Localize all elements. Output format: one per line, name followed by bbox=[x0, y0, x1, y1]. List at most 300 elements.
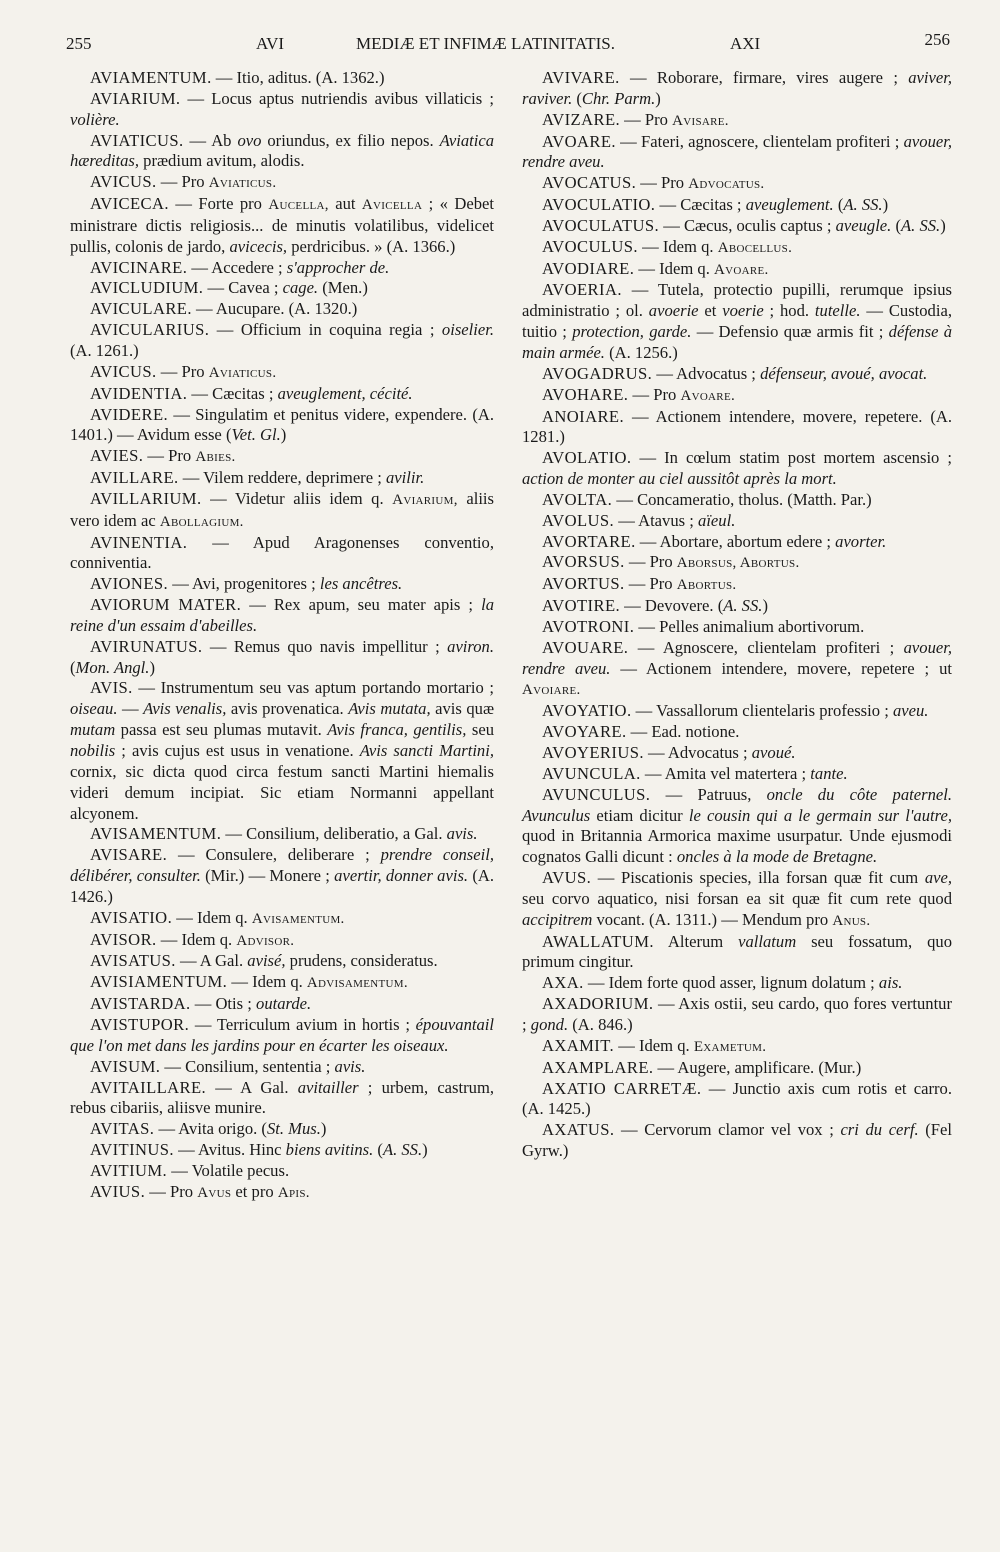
dictionary-entry bbox=[70, 68, 494, 89]
dictionary-entry bbox=[522, 596, 952, 617]
dictionary-entry bbox=[70, 446, 494, 468]
entry-text: — In cœlum statim post mortem ascensio ; bbox=[631, 448, 952, 468]
dictionary-entry bbox=[70, 824, 494, 845]
entry-text: — Idem q. bbox=[614, 1035, 694, 1055]
entry-headword: AVISATUS. bbox=[90, 951, 176, 971]
dictionary-entry bbox=[522, 216, 952, 237]
entry-text: A. SS. bbox=[843, 195, 883, 215]
dictionary-entry bbox=[522, 552, 952, 574]
dictionary-entry bbox=[70, 845, 494, 908]
entry-headword: AVISTARDA. bbox=[90, 994, 191, 1014]
entry-text: — Cæcus, oculis captus ; bbox=[659, 215, 836, 235]
dictionary-entry bbox=[70, 320, 494, 362]
entry-text: oriundus, ex filio nepos. bbox=[261, 130, 440, 150]
entry-headword: AVOTIRE. bbox=[542, 596, 621, 616]
entry-text: aveuglement, cécité. bbox=[277, 383, 413, 403]
entry-text: — Axis ostii, seu cardo, quo fores vertuntur ; bbox=[522, 994, 952, 1034]
entry-text: avicecis, bbox=[229, 236, 288, 256]
entry-headword: AVOCULUS. bbox=[542, 236, 638, 256]
entry-text: (A. 846.) bbox=[568, 1014, 633, 1034]
entry-headword: AVORSUS. bbox=[542, 552, 625, 572]
entry-text: aïeul. bbox=[698, 510, 736, 530]
entry-text: — Cæcitas ; bbox=[187, 383, 278, 403]
entry-text: — Ead. notione. bbox=[626, 722, 740, 742]
entry-text: — Terriculum avium in hortis ; bbox=[189, 1014, 416, 1034]
dictionary-entry bbox=[70, 278, 494, 299]
entry-text: — Idem q. bbox=[227, 972, 307, 992]
dictionary-entry bbox=[70, 595, 494, 637]
entry-text: — Volatile pecus. bbox=[167, 1160, 290, 1180]
entry-headword: AXAMPLARE. bbox=[542, 1057, 654, 1077]
entry-text: vallatum bbox=[738, 931, 797, 951]
entry-text: ( bbox=[833, 195, 844, 215]
entry-text: gond. bbox=[530, 1014, 569, 1034]
dictionary-entry bbox=[522, 868, 952, 932]
entry-text: — Avita origo. ( bbox=[154, 1119, 267, 1139]
entry-text: — Cæcitas ; bbox=[655, 195, 746, 215]
entry-text: — Itio, aditus. (A. 1362.) bbox=[211, 68, 385, 87]
dictionary-entry bbox=[522, 973, 952, 994]
entry-headword: AVOLTA. bbox=[542, 489, 613, 509]
entry-text: protection, garde. bbox=[572, 322, 692, 342]
entry-text: aveuglement. bbox=[745, 195, 834, 215]
entry-text: avouer, rendre aveu. bbox=[522, 131, 952, 172]
entry-text: — Pro bbox=[156, 361, 209, 381]
entry-text: ( bbox=[572, 88, 582, 108]
entry-text: — Fateri, agnoscere, clientelam profiteri ; bbox=[615, 131, 904, 151]
entry-text: Avoiare. bbox=[522, 682, 581, 699]
entry-headword: AVICUS. bbox=[90, 172, 157, 192]
dictionary-entry bbox=[70, 533, 494, 575]
dictionary-entry bbox=[70, 951, 494, 972]
entry-headword: AVITIUM. bbox=[90, 1160, 168, 1180]
entry-text: épouvantail que l'on met dans les jardins pour en écarter les oiseaux. bbox=[70, 1014, 494, 1055]
entry-text: ) bbox=[655, 88, 661, 108]
entry-text: — Avitus. Hinc bbox=[173, 1140, 286, 1160]
entry-text: voerie bbox=[722, 301, 764, 321]
entry-text: — Abortare, abortum edere ; bbox=[635, 531, 836, 551]
entry-text: aveu. bbox=[892, 701, 929, 721]
entry-text: — Aucupare. (A. 1320.) bbox=[191, 299, 358, 319]
entry-text: — Pelles animalium abortivorum. bbox=[634, 616, 865, 636]
entry-text: (Men.) bbox=[318, 278, 368, 298]
entry-text: avorter. bbox=[835, 531, 887, 551]
entry-headword: AVOGADRUS. bbox=[542, 363, 653, 383]
entry-text: nobilis bbox=[70, 741, 116, 760]
dictionary-entry bbox=[522, 1079, 952, 1121]
entry-text: Avoare. bbox=[714, 261, 769, 278]
entry-text: seu fossatum, quo primum cingitur. bbox=[522, 931, 952, 972]
entry-text: — Roborare, firmare, vires augere ; bbox=[619, 68, 909, 87]
entry-text: ) bbox=[320, 1119, 327, 1139]
entry-text: Avicella bbox=[361, 197, 423, 214]
dictionary-entry bbox=[70, 1140, 494, 1161]
entry-headword: AVOYARE. bbox=[542, 722, 627, 742]
entry-text: — Consilium, sententia ; bbox=[160, 1056, 335, 1076]
entry-headword: AVICLUDIUM. bbox=[90, 278, 204, 298]
entry-text: — Pro bbox=[620, 109, 673, 129]
entry-text: avis. bbox=[446, 824, 478, 844]
entry-text: — Atavus ; bbox=[614, 510, 699, 530]
entry-text: Abollagium. bbox=[159, 513, 244, 530]
entry-text: — bbox=[117, 699, 144, 719]
dictionary-entry bbox=[522, 1120, 952, 1162]
left-column bbox=[70, 68, 494, 1204]
dictionary-entry bbox=[70, 362, 494, 384]
entry-headword: AVOCULATIO. bbox=[542, 195, 656, 215]
dictionary-entry bbox=[70, 930, 494, 952]
entry-text: biens avitins. bbox=[285, 1140, 374, 1160]
entry-text: ) bbox=[149, 657, 155, 677]
dictionary-entry bbox=[522, 638, 952, 702]
entry-text: — Pro bbox=[143, 446, 196, 466]
dictionary-entry bbox=[522, 68, 952, 110]
dictionary-entry bbox=[522, 932, 952, 974]
dictionary-entry bbox=[522, 280, 952, 363]
entry-headword: AVISARE. bbox=[90, 845, 168, 865]
entry-text: Advisamentum. bbox=[306, 975, 408, 992]
dictionary-entry bbox=[70, 1119, 494, 1140]
entry-text: — Cervorum clamor vel vox ; bbox=[614, 1120, 841, 1140]
entry-headword: AVIDERE. bbox=[90, 404, 169, 424]
entry-headword: AVIRUNATUS. bbox=[90, 636, 203, 656]
dictionary-entry bbox=[70, 1057, 494, 1078]
entry-text: Abortus. bbox=[676, 577, 737, 594]
entry-text: St. Mus. bbox=[266, 1119, 321, 1139]
entry-headword: AVITINUS. bbox=[90, 1140, 174, 1160]
dictionary-entry bbox=[522, 532, 952, 553]
entry-headword: AVIORUM MATER. bbox=[90, 595, 242, 615]
dictionary-entry bbox=[70, 574, 494, 595]
entry-text: avoerie bbox=[648, 301, 699, 321]
entry-headword: AVISUM. bbox=[90, 1056, 161, 1076]
entry-text: — Agnoscere, clientelam profiteri ; bbox=[628, 637, 904, 657]
entry-text: ) bbox=[940, 215, 946, 235]
entry-text: aut bbox=[328, 194, 362, 214]
dictionary-entry bbox=[522, 173, 952, 195]
entry-text: — Consulere, deliberare ; bbox=[167, 845, 381, 865]
entry-headword: AVORTUS. bbox=[542, 574, 625, 594]
entry-headword: AVOCATUS. bbox=[542, 173, 637, 193]
entry-headword: AVIS. bbox=[90, 678, 133, 698]
entry-text: avis. bbox=[334, 1056, 366, 1076]
entry-headword: AVICECA. bbox=[90, 194, 169, 214]
entry-headword: AWALLATUM. bbox=[542, 931, 654, 951]
running-head-right: AXI bbox=[730, 34, 761, 53]
entry-text: ; hod. bbox=[763, 301, 815, 321]
right-column bbox=[522, 68, 952, 1162]
entry-text: avis quæ bbox=[430, 699, 495, 719]
entry-text: ovo bbox=[237, 130, 262, 150]
dictionary-entry bbox=[522, 743, 952, 764]
dictionary-entry bbox=[70, 1078, 494, 1120]
entry-text: A. SS. bbox=[723, 596, 763, 616]
entry-text: seu corvo aquatico, nisi forsan ea sit quæ fit cum rete quod bbox=[522, 888, 952, 908]
entry-text: avisé, bbox=[247, 951, 286, 971]
dictionary-entry bbox=[522, 385, 952, 407]
entry-text: — Custodia, tuitio ; bbox=[522, 301, 952, 342]
entry-text: Aviaticus. bbox=[208, 364, 277, 381]
entry-text: ) bbox=[280, 425, 287, 445]
dictionary-entry bbox=[70, 1161, 494, 1182]
entry-text: — Augere, amplificare. (Mur.) bbox=[653, 1057, 862, 1077]
entry-text: ; avis cujus est usus in venatione. bbox=[115, 741, 360, 760]
entry-headword: AVITAILLARE. bbox=[90, 1077, 207, 1097]
entry-text: — A Gal. bbox=[175, 951, 248, 971]
entry-text: — Junctio axis cum rotis et carro. (A. 1425.) bbox=[522, 1078, 952, 1119]
entry-headword: AVODIARE. bbox=[542, 258, 635, 278]
entry-text: — Vassallorum clientelaris professio ; bbox=[631, 701, 893, 721]
entry-text: — Advocatus ; bbox=[652, 363, 761, 383]
page-number-left: 255 bbox=[66, 34, 92, 53]
dictionary-entry bbox=[70, 194, 494, 258]
entry-text: aveugle. bbox=[835, 215, 892, 235]
entry-text: — Amita vel matertera ; bbox=[640, 763, 811, 783]
entry-text: — Pro bbox=[145, 1181, 198, 1201]
entry-text: (A. 1256.) bbox=[604, 342, 678, 362]
entry-headword: AXATUS. bbox=[542, 1120, 615, 1140]
entry-text: action de monter au ciel aussitôt après la mort. bbox=[522, 469, 837, 489]
entry-text: ; « Debet ministrare dictis religiosis... de minutis volatilibus, videlicet pullis, colonis de jardo, bbox=[70, 194, 494, 256]
entry-text: — Officium in coquina regia ; bbox=[209, 320, 442, 340]
entry-text: — Apud Aragonenses conventio, conniventia. bbox=[70, 532, 494, 573]
entry-text: — Actionem intendere, movere, repetere. (A. 1281.) bbox=[522, 406, 952, 447]
entry-headword: AVICULARIUS. bbox=[90, 320, 210, 340]
entry-text: prædium avitum, alodis. bbox=[139, 151, 305, 171]
entry-text: quod in Britannia Armorica maxime usurpatur. Unde ejusmodi cognatos Galli dicunt : bbox=[522, 826, 952, 867]
entry-text: etiam dicitur bbox=[590, 805, 689, 825]
entry-text: Avis venalis, bbox=[143, 699, 227, 719]
entry-headword: AVICULARE. bbox=[90, 299, 192, 319]
dictionary-entry bbox=[522, 132, 952, 174]
dictionary-entry bbox=[70, 972, 494, 994]
entry-text: ) bbox=[422, 1140, 428, 1160]
entry-headword: ANOIARE. bbox=[542, 406, 625, 426]
page-header bbox=[62, 30, 950, 64]
dictionary-entry bbox=[70, 405, 494, 447]
entry-text: — Pro bbox=[628, 384, 681, 404]
dictionary-entry bbox=[522, 511, 952, 532]
entry-text: Apis. bbox=[277, 1184, 310, 1201]
entry-text: Avisamentum. bbox=[251, 910, 345, 927]
entry-text: — Idem q. bbox=[637, 236, 718, 256]
entry-text: — Ab bbox=[183, 130, 238, 150]
entry-headword: AVISIAMENTUM. bbox=[90, 972, 228, 992]
entry-text: — Videtur aliis idem q. bbox=[201, 488, 393, 508]
entry-text: avouer, rendre aveu. bbox=[522, 637, 952, 678]
entry-text: — Idem q. bbox=[156, 929, 237, 949]
entry-headword: AVUNCULUS. bbox=[542, 784, 651, 804]
dictionary-entry bbox=[70, 994, 494, 1015]
entry-text: A. SS. bbox=[901, 215, 941, 235]
entry-text: — Idem q. bbox=[634, 258, 714, 278]
entry-text: prendre conseil, délibérer, consulter. bbox=[70, 845, 494, 886]
entry-text: Aborsus, Abortus. bbox=[676, 555, 800, 572]
running-head-left: AVI bbox=[256, 34, 285, 53]
dictionary-entry bbox=[522, 574, 952, 596]
entry-text: — Piscationis species, illa forsan quæ fit cum bbox=[591, 868, 925, 888]
entry-text: s'approcher de. bbox=[286, 257, 390, 277]
entry-text: oiseau. bbox=[70, 699, 118, 719]
entry-headword: AVICUS. bbox=[90, 361, 157, 381]
entry-headword: AVOCULATUS. bbox=[542, 215, 660, 235]
entry-text: ( bbox=[373, 1140, 383, 1160]
entry-text: ) bbox=[882, 195, 889, 215]
entry-text: — Rex apum, seu mater apis ; bbox=[241, 595, 482, 615]
dictionary-entry bbox=[70, 89, 494, 131]
entry-text: — Forte pro bbox=[168, 194, 269, 214]
entry-text: tante. bbox=[810, 763, 848, 783]
entry-text: — Concameratio, tholus. (Matth. Par.) bbox=[612, 489, 872, 509]
dictionary-entry bbox=[70, 258, 494, 279]
entry-text: et bbox=[698, 301, 723, 321]
dictionary-entry bbox=[522, 237, 952, 259]
entry-text: — Devovere. ( bbox=[620, 596, 724, 616]
entry-text: oncle du côte paternel. Avunculus bbox=[522, 784, 952, 825]
entry-text: avitailler bbox=[297, 1077, 359, 1097]
entry-headword: AVOHARE. bbox=[542, 384, 629, 404]
entry-text: Anus. bbox=[832, 912, 871, 929]
entry-headword: AVIZARE. bbox=[542, 109, 621, 129]
entry-headword: AVISTUPOR. bbox=[90, 1014, 190, 1034]
entry-headword: AVISATIO. bbox=[90, 907, 173, 927]
entry-text: Aviaticus. bbox=[208, 175, 277, 192]
dictionary-entry bbox=[70, 908, 494, 930]
dictionary-entry bbox=[70, 637, 494, 679]
entry-text: — Tutela, protectio pupilli, rerumque ipsius administratio ; ol. bbox=[522, 280, 952, 321]
entry-headword: AVIUS. bbox=[90, 1181, 146, 1201]
entry-text: cornix, sic dicta quod circa festum sancti Martini hiemalis videri demum incipiat. Sic etiam Normanni appellant alcyonem. bbox=[70, 761, 494, 823]
dictionary-entry bbox=[522, 1036, 952, 1058]
entry-text: — Actionem intendere, movere, repetere ; ut bbox=[610, 658, 953, 678]
running-title: MEDIÆ ET INFIMÆ LATINITATIS. bbox=[356, 34, 615, 53]
entry-text: — Pro bbox=[636, 173, 689, 193]
entry-headword: AVILLARIUM. bbox=[90, 488, 202, 508]
entry-text: — Otis ; bbox=[190, 994, 257, 1014]
entry-text: ais. bbox=[878, 973, 903, 993]
entry-text: tutelle. bbox=[814, 301, 861, 321]
dictionary-entry bbox=[522, 110, 952, 132]
entry-headword: AVOARE. bbox=[542, 131, 616, 151]
entry-text: — Advocatus ; bbox=[643, 743, 752, 762]
entry-headword: AVOYATIO. bbox=[542, 701, 632, 721]
entry-text: Abocellus. bbox=[717, 239, 793, 256]
entry-headword: AVIATICUS. bbox=[90, 130, 184, 150]
dictionary-entry bbox=[70, 299, 494, 320]
entry-headword: AXADORIUM. bbox=[542, 994, 654, 1014]
dictionary-entry bbox=[70, 489, 494, 533]
entry-text: accipitrem bbox=[522, 909, 593, 929]
dictionary-entry bbox=[70, 384, 494, 405]
dictionary-entry bbox=[522, 259, 952, 281]
entry-headword: AVIONES. bbox=[90, 574, 169, 594]
entry-text: — Pro bbox=[624, 552, 677, 572]
entry-text: passa est seu plumas mutavit. bbox=[115, 720, 328, 740]
entry-text: — Vilem reddere, deprimere ; bbox=[178, 468, 386, 488]
entry-text: aviver, raviver. bbox=[522, 68, 952, 108]
entry-text: seu bbox=[466, 720, 494, 740]
entry-text: ) bbox=[762, 596, 768, 616]
entry-text: le cousin qui a le germain sur l'autre, bbox=[688, 805, 952, 825]
dictionary-entry bbox=[70, 131, 494, 173]
dictionary-entry bbox=[70, 1015, 494, 1057]
entry-text: — Pro bbox=[624, 574, 677, 594]
dictionary-entry bbox=[522, 764, 952, 785]
entry-text: Avoare. bbox=[680, 387, 736, 404]
entry-text: — Remus quo navis impellitur ; bbox=[202, 636, 448, 656]
dictionary-entry bbox=[70, 172, 494, 194]
entry-headword: AVILLARE. bbox=[90, 468, 179, 488]
entry-text: Avisare. bbox=[672, 112, 729, 129]
dictionary-entry bbox=[522, 701, 952, 722]
dictionary-entry bbox=[522, 617, 952, 638]
dictionary-entry bbox=[70, 1182, 494, 1204]
entry-text: cage. bbox=[282, 278, 319, 298]
entry-headword: AVUNCULA. bbox=[542, 763, 641, 783]
entry-text: Advocatus. bbox=[688, 176, 765, 193]
entry-text: avilir. bbox=[385, 468, 425, 488]
entry-text: — Idem q. bbox=[172, 907, 252, 927]
entry-text: et pro bbox=[231, 1181, 278, 1201]
entry-text: Avus bbox=[197, 1184, 232, 1201]
entry-text: Chr. Parm. bbox=[581, 88, 656, 108]
entry-text: ( bbox=[70, 657, 76, 677]
entry-text: aviron. bbox=[447, 636, 494, 656]
entry-text: — Idem forte quod asser, lignum dolatum ; bbox=[583, 973, 879, 993]
entry-text: ave, bbox=[924, 868, 952, 888]
entry-text: outarde. bbox=[256, 994, 312, 1014]
entry-headword: AVINENTIA. bbox=[90, 532, 188, 552]
dictionary-entry bbox=[522, 994, 952, 1036]
dictionary-entry bbox=[522, 1058, 952, 1079]
dictionary-entry bbox=[522, 490, 952, 511]
entry-text: volière. bbox=[70, 109, 120, 129]
entry-text: — Singulatim et penitus videre, expendere. (A. 1401.) — Avidum esse ( bbox=[70, 404, 494, 445]
entry-text: Aviarium, bbox=[392, 491, 458, 508]
entry-text: les ancêtres. bbox=[319, 574, 403, 594]
entry-headword: AVUS. bbox=[542, 868, 592, 888]
dictionary-entry bbox=[70, 468, 494, 489]
entry-headword: AVORTARE. bbox=[542, 531, 636, 551]
entry-headword: AVIDENTIA. bbox=[90, 383, 188, 403]
entry-text: ( bbox=[891, 215, 902, 235]
entry-headword: AXAMIT. bbox=[542, 1035, 615, 1055]
entry-text: oncles à la mode de Bretagne. bbox=[676, 847, 878, 867]
dictionary-entry bbox=[522, 364, 952, 385]
entry-headword: AXA. bbox=[542, 973, 584, 993]
entry-text: perdricibus. » (A. 1366.) bbox=[287, 236, 456, 256]
entry-text: défense à main armée. bbox=[522, 322, 952, 362]
entry-headword: AVICINARE. bbox=[90, 257, 188, 277]
entry-text: Exametum. bbox=[693, 1038, 767, 1055]
entry-text: défenseur, avoué, avocat. bbox=[760, 363, 928, 383]
entry-text: (Mir.) — Monere ; bbox=[200, 866, 335, 886]
entry-headword: AVOLATIO. bbox=[542, 448, 632, 468]
entry-headword: AXATIO CARRETÆ. bbox=[542, 1078, 702, 1098]
entry-headword: AVIAMENTUM. bbox=[90, 68, 212, 87]
entry-text: Advisor. bbox=[236, 932, 295, 949]
entry-text: aliis vero idem ac bbox=[70, 488, 494, 530]
entry-text: (Fel Gyrw.) bbox=[522, 1120, 952, 1161]
dictionary-entry bbox=[522, 407, 952, 449]
dictionary-entry bbox=[70, 678, 494, 824]
entry-text: — Defensio quæ armis fit ; bbox=[691, 322, 889, 342]
dictionary-entry bbox=[522, 785, 952, 868]
entry-text: — Consilium, deliberatio, a Gal. bbox=[221, 824, 447, 844]
entry-text: cri du cerf. bbox=[840, 1120, 919, 1140]
entry-text: — Accedere ; bbox=[187, 257, 287, 277]
entry-headword: AVISOR. bbox=[90, 929, 157, 949]
